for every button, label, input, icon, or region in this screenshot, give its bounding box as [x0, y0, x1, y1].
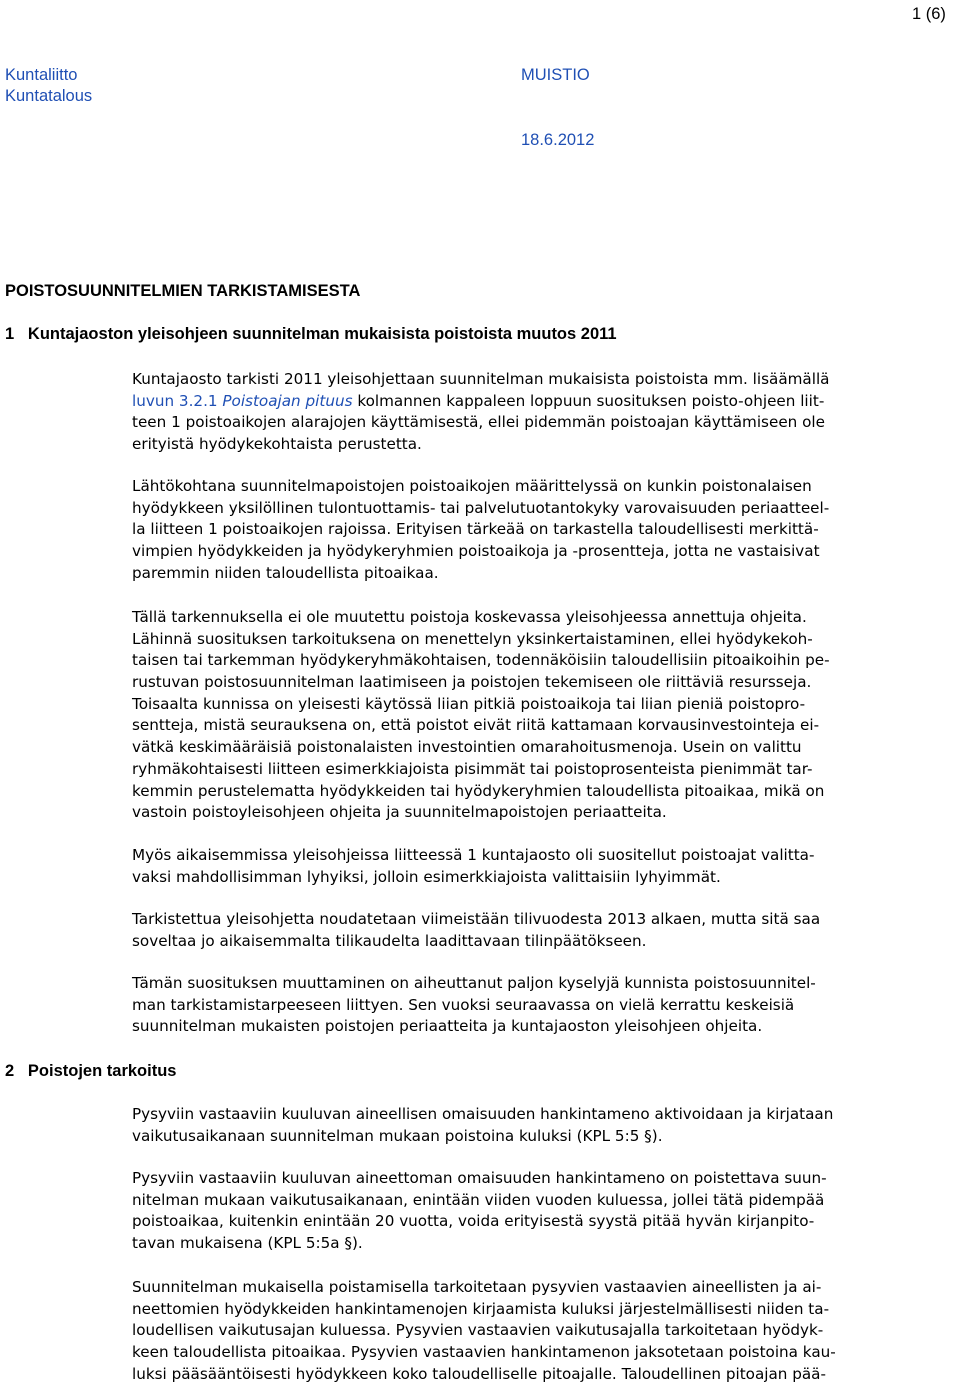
- section-reference-link[interactable]: luvun 3.2.1: [132, 391, 223, 410]
- section-2-paragraph-3: [132, 1277, 836, 1385]
- section-2-paragraph-2: [132, 1168, 827, 1255]
- paragraph-line: Lähtökohtana suunnitelmapoistojen poistoaikojen määrittelyssä on kunkin poistonalaisen: [132, 477, 812, 495]
- paragraph-line: Tällä tarkennuksella ei ole muutettu poistoja koskevassa yleisohjeessa annettuja ohjeita.: [132, 608, 807, 626]
- paragraph-line: vimpien hyödykkeiden ja hyödykeryhmien poistoaikoja ja -prosentteja, jotta ne vastaisivat: [132, 542, 820, 561]
- paragraph-line: kemmin perustelematta hyödykkeiden tai hyödykeryhmien taloudellista pitoaikaa, mikä on: [132, 781, 825, 800]
- section-1-paragraph-3: [132, 607, 830, 824]
- paragraph-line: Lähinnä suosituksen tarkoituksena on menettelyn yksinkertaistaminen, ellei hyödykekoh-: [132, 629, 813, 648]
- paragraph-line: keen taloudellista pitoaikaa. Pysyvien vastaavien hankintamenon jaksotetaan poistoina kau-: [132, 1343, 836, 1362]
- section-1-paragraph-6: [132, 973, 816, 1038]
- paragraph-line: soveltaa jo aikaisemmalta tilikaudelta laadittavaan tilinpäätökseen.: [132, 931, 647, 950]
- paragraph-line: [132, 391, 829, 413]
- paragraph-line: vätkä keskimääräisiä poistonalaisten investointien omarahoitusmenoja. Usein on valittu: [132, 738, 802, 757]
- paragraph-line: vastoin poistoyleisohjeen ohjeita ja suunnitelmapoistojen periaatteita.: [132, 803, 667, 822]
- paragraph-line: luksi pääsääntöisesti hyödykkeen koko taloudelliselle pitoajalle. Taloudellinen pitoajan pää-: [132, 1364, 826, 1383]
- paragraph-line: vaksi mahdollisimman lyhyiksi, jolloin esimerkkiajoista valittaisiin lyhyimmät.: [132, 867, 721, 886]
- paragraph-line: Toisaalta kunnissa on yleisesti käytössä liian pitkiä poistoaikoja tai liian pieniä poistopro-: [132, 694, 806, 713]
- paragraph-line: ryhmäkohtaisesti liitteen esimerkkiajoista pisimmät tai poistoprosenteista pienimmät tar-: [132, 759, 813, 778]
- paragraph-line: man tarkistamistarpeeseen liittyen. Sen vuoksi seuraavassa on vielä kerrattu keskeisiä: [132, 995, 795, 1014]
- paragraph-line: poistoaikaa, kuitenkin enintään 20 vuotta, voida erityisestä syystä pitää hyvän kirjanpito-: [132, 1212, 815, 1231]
- org-name: Kuntaliitto: [5, 66, 78, 84]
- org-unit: Kuntatalous: [5, 87, 93, 105]
- section-reference-title[interactable]: Poistoajan pituus: [222, 391, 353, 410]
- paragraph-line: Suunnitelman mukaisella poistamisella tarkoitetaan pysyvien vastaavien aineellisten ja ai-: [132, 1278, 822, 1296]
- section-2-heading: 2 Poistojen tarkoitus: [5, 1062, 177, 1080]
- page-title: POISTOSUUNNITELMIEN TARKISTAMISESTA: [5, 282, 361, 300]
- paragraph-line: nitelman mukaan vaikutusaikanaan, enintään viiden vuoden kuluessa, jollei tätä pidempää: [132, 1190, 825, 1209]
- paragraph-line: Tämän suosituksen muuttaminen on aiheuttanut paljon kyselyjä kunnista poistosuunnitel-: [132, 974, 816, 992]
- paragraph-line: vaikutusaikanaan suunnitelman mukaan poistoina kuluksi (KPL 5:5 §).: [132, 1126, 663, 1145]
- doc-type: MUISTIO: [521, 66, 590, 84]
- doc-date: 18.6.2012: [521, 131, 595, 149]
- paragraph-line: Tarkistettua yleisohjetta noudatetaan viimeistään tilivuodesta 2013 alkaen, mutta sitä saa: [132, 910, 821, 928]
- paragraph-line: neettomien hyödykkeiden hankintamenojen kirjaamista kuluksi järjestelmällisesti niiden ta-: [132, 1299, 830, 1318]
- paragraph-line: taisen tai tarkemman hyödykeryhmäkohtaisen, todennäköisiin taloudellisiin pitoaikoihin pe-: [132, 651, 830, 670]
- page-number: 1 (6): [912, 5, 946, 23]
- section-2-paragraph-1: [132, 1104, 833, 1147]
- paragraph-line: paremmin niiden taloudellista pitoaikaa.: [132, 563, 439, 582]
- paragraph-line: la liitteen 1 poistoaikojen rajoissa. Erityisen tärkeää on tarkastella taloudellisesti merkittä-: [132, 520, 819, 539]
- paragraph-line: loudellisen vaikutusajan kuluessa. Pysyvien vastaavien vaikutusajalla tarkoitetaan hyödyk-: [132, 1321, 824, 1340]
- paragraph-line: Pysyviin vastaaviin kuuluvan aineellisen omaisuuden hankintameno aktivoidaan ja kirjataan: [132, 1105, 834, 1123]
- paragraph-line: hyödykkeen yksilöllinen tulontuottamis- tai palvelutuotantokyky varovaisuuden periaatteel-: [132, 498, 830, 517]
- section-1-paragraph-4: [132, 845, 814, 888]
- paragraph-line: tavan mukaisena (KPL 5:5a §).: [132, 1234, 363, 1253]
- paragraph-line: teen 1 poistoaikojen alarajojen käyttämisestä, ellei pidemmän poistoajan käyttämiseen ole: [132, 413, 825, 432]
- paragraph-line: sentteja, mistä seurauksena on, että poistot eivät riitä kattamaan korvausinvestointeja ei-: [132, 716, 820, 735]
- paragraph-line: Kuntajaosto tarkisti 2011 yleisohjettaan suunnitelman mukaisista poistoista mm. lisäämällä: [132, 370, 830, 388]
- section-1-paragraph-2: [132, 476, 829, 584]
- paragraph-line: Pysyviin vastaaviin kuuluvan aineettoman omaisuuden hankintameno on poistettava suun-: [132, 1169, 827, 1187]
- section-1-paragraph-1: [132, 369, 829, 456]
- paragraph-text: kolmannen kappaleen loppuun suosituksen poisto-ohjeen liit-: [352, 391, 825, 410]
- section-1-paragraph-5: [132, 909, 820, 952]
- paragraph-line: rustuvan poistosuunnitelman laatimiseen ja poistojen tekemiseen ole riittäviä resursseja.: [132, 673, 812, 692]
- paragraph-line: erityistä hyödykekohtaista perustetta.: [132, 435, 422, 454]
- paragraph-line: Myös aikaisemmissa yleisohjeissa liitteessä 1 kuntajaosto oli suositellut poistoajat valitta-: [132, 846, 815, 864]
- paragraph-line: suunnitelman mukaisten poistojen periaatteita ja kuntajaoston yleisohjeen ohjeita.: [132, 1017, 763, 1036]
- section-1-heading: 1 Kuntajaoston yleisohjeen suunnitelman mukaisista poistoista muutos 2011: [5, 325, 617, 343]
